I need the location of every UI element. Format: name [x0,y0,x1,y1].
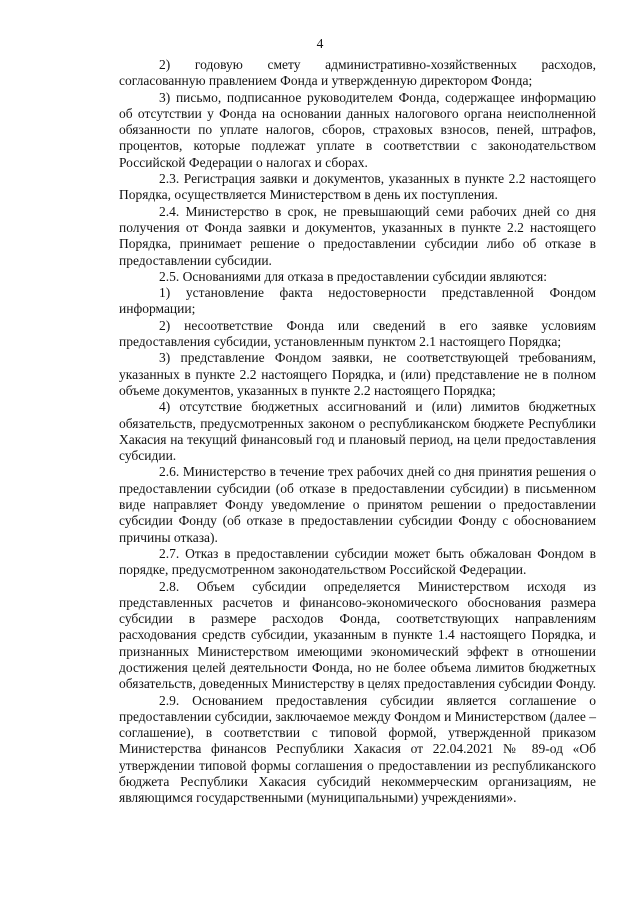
paragraph-2-5-item-1: 1) установление факта недостоверности представленной Фондом информации; [119,285,596,317]
paragraph-2-8: 2.8. Объем субсидии определяется Министерством исходя из представленных расчетов и финансово-экономического обоснования размера субсидии в размере расходов Фонда, соответствующих направлениям расходования средств субсидии, указанным в пункте 1.4 настоящего Порядка, и признанных Министерством имеющими экономический эффект в отношении достижения целей деятельности Фонда, но не более объема лимитов бюджетных обязательств, доведенных Министерству в целях предоставления субсидии Фонду. [119,578,596,692]
paragraph-item-3-letter: 3) письмо, подписанное руководителем Фонда, содержащее информацию об отсутствии у Фонда на основании данных налогового органа неисполненной обязанности по уплате налогов, сборов, страховых взносов, пеней, штрафов, процентов, которые подлежат уплате в соответствии с законодательством Российской Федерации о налогах и сборах. [119,89,596,170]
paragraph-2-5: 2.5. Основаниями для отказа в предоставлении субсидии являются: [159,268,547,284]
page-number: 4 [316,36,324,51]
paragraph-2-5-item-4: 4) отсутствие бюджетных ассигнований и (или) лимитов бюджетных обязательств, предусмотренных законом о республиканском бюджете Республики Хакасия на текущий финансовый год и плановый период, на цели предоставления субсидии. [119,399,596,464]
paragraph-2-9: 2.9. Основанием предоставления субсидии является соглашение о предоставлении субсидии, заключаемое между Фондом и Министерством (далее – соглашение), в соответствии с типовой формой, утвержденной приказом Министерства финансов Республики Хакасия от 22.04.2021 № 89-од «Об утверждении типовой формы соглашения о предоставлении из республиканского бюджета Республики Хакасия субсидий некоммерческим организациям, не являющимся государственными (муниципальными) учреждениями». [119,692,596,806]
paragraph-item-2-estimate: 2) годовую смету административно-хозяйственных расходов, согласованную правлением Фонда и утвержденную директором Фонда; [119,57,596,89]
document-body [119,57,596,807]
paragraph-2-7: 2.7. Отказ в предоставлении субсидии может быть обжалован Фондом в порядке, предусмотренном законодательством Российской Федерации. [119,545,596,578]
paragraph-2-3: 2.3. Регистрация заявки и документов, указанных в пункте 2.2 настоящего Порядка, осуществляется Министерством в день их поступления. [119,171,596,203]
paragraph-2-5-item-3: 3) представление Фондом заявки, не соответствующей требованиям, указанных в пункте 2.2 настоящего Порядка, и (или) представление не в полном объеме документов, указанных в пункте 2.2 настоящего Порядка; [119,350,596,398]
paragraph-2-4: 2.4. Министерство в срок, не превышающий семи рабочих дней со дня получения от Фонда заявки и документов, указанных в пункте 2.2 настоящего Порядка, принимает решение о предоставлении субсидии либо об отказе в предоставлении субсидии. [119,203,596,268]
paragraph-2-6: 2.6. Министерство в течение трех рабочих дней со дня принятия решения о предоставлении субсидии (об отказе в предоставлении субсидии) в письменном виде направляет Фонду уведомление о принятом решении о предоставлении субсидии Фонду (об отказе в предоставлении субсидии Фонду с обоснованием причины отказа). [119,464,596,545]
paragraph-2-5-item-2: 2) несоответствие Фонда или сведений в его заявке условиям предоставления субсидии, установленным пунктом 2.1 настоящего Порядка; [119,317,596,350]
